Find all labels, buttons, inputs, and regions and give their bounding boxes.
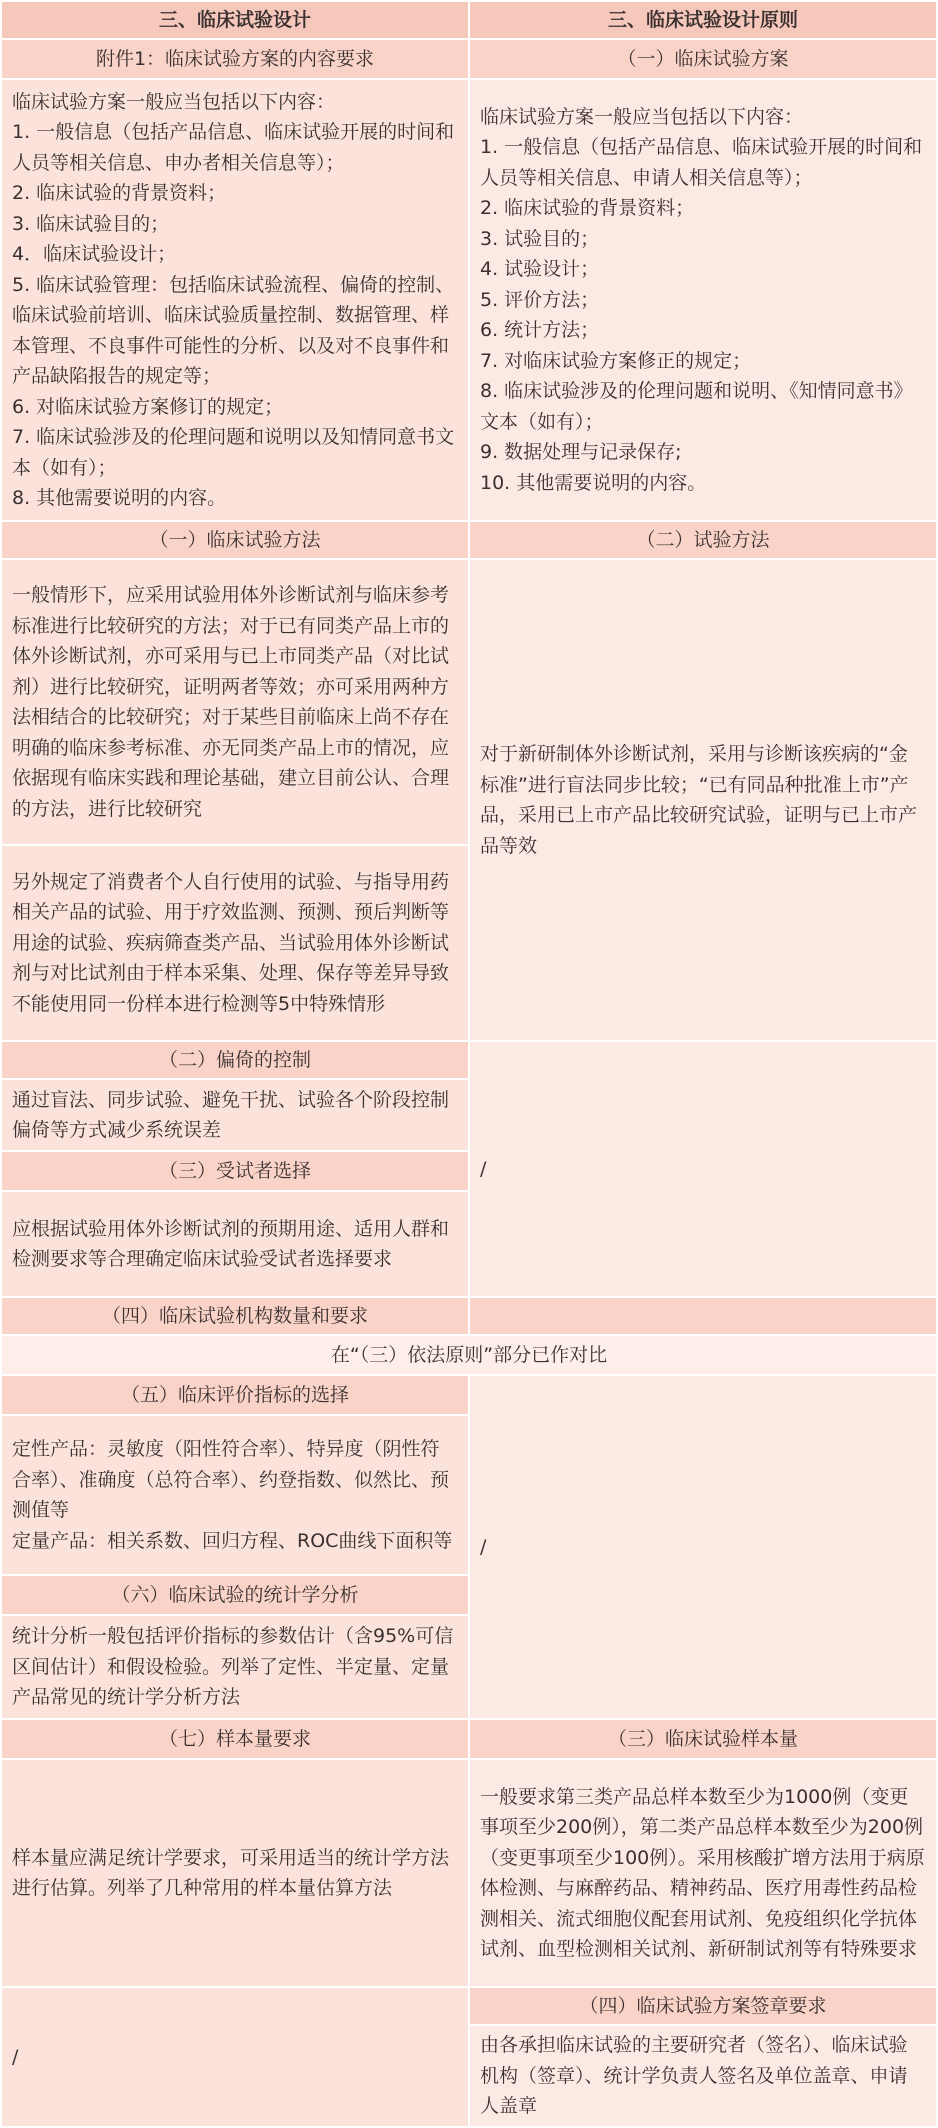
plan-left-line: 8. 其他需要说明的内容。 [12, 487, 227, 509]
indicators-left-title: （五）临床评价指标的选择 [1, 1375, 469, 1415]
plan-left-line: 5. 临床试验管理：包括临床试验流程、偏倚的控制、临床试验前培训、临床试验质量控制、数据管理、样本管理、不良事件可能性的分析、以及对不良事件和产品缺陷报告的规定等； [12, 273, 455, 387]
indicators-left-content [1, 1415, 469, 1575]
plan-right-line: 1. 一般信息（包括产品信息、临床试验开展的时间和人员等相关信息、申请人相关信息等）； [480, 136, 923, 189]
sites-full-note: 在“（三）依法原则”部分已作对比 [1, 1335, 937, 1375]
plan-right-content [469, 79, 937, 521]
plan-left-line: 3. 临床试验目的； [12, 212, 170, 235]
plan-right-line: 8. 临床试验涉及的伦理问题和说明、《知情同意书》文本（如有）； [480, 380, 913, 433]
header-right: 三、临床试验设计原则 [469, 1, 937, 39]
table-header-row [1, 1, 937, 39]
plan-left-line: 临床试验方案一般应当包括以下内容： [12, 90, 336, 113]
sample-right-text: 一般要求第三类产品总样本数至少为1000例（变更事项至少200例），第二类产品总样本数至少为200例（变更事项至少100例）。采用核酸扩增方法用于病原体检测、与麻醉药品、精神药品、医疗用毒性药品检测相关、流式细胞仪配套用试剂、免疫组织化学抗体试剂、血型检测相关试剂、新研制试剂等有特殊要求 [469, 1759, 937, 1987]
stats-left-title: （六）临床试验的统计学分析 [1, 1575, 469, 1615]
method-right-text: 对于新研制体外诊断试剂，采用与诊断该疾病的“金标准”进行盲法同步比较；“已有同品种批准上市”产品，采用已上市产品比较研究试验，证明与已上市产品等效 [469, 559, 937, 1041]
sites-title-row [1, 1297, 937, 1335]
bias-left-title: （二）偏倚的控制 [1, 1041, 469, 1079]
plan-content-row [1, 79, 937, 521]
plan-right-line: 10. 其他需要说明的内容。 [480, 471, 707, 494]
plan-right-line: 2. 临床试验的背景资料； [480, 197, 695, 220]
subjects-left-text: 应根据试验用体外诊断试剂的预期用途、适用人群和检测要求等合理确定临床试验受试者选择要求 [1, 1191, 469, 1297]
plan-right-line: 6. 统计方法； [480, 319, 600, 342]
signature-right-title: （四）临床试验方案签章要求 [469, 1987, 937, 2025]
bias-subjects-right: / [469, 1041, 937, 1297]
indicators-title-row [1, 1375, 937, 1415]
plan-right-line: 临床试验方案一般应当包括以下内容： [480, 105, 804, 128]
method-left-text-1: 一般情形下，应采用试验用体外诊断试剂与临床参考标准进行比较研究的方法；对于已有同类产品上市的体外诊断试剂，亦可采用与已上市同类产品（对比试剂）进行比较研究，证明两者等效；亦可采用两种方法相结合的比较研究；对于某些目前临床上尚不存在明确的临床参考标准、亦无同类产品上市的情况，应依据现有临床实践和理论基础，建立目前公认、合理的方法，进行比较研究 [1, 559, 469, 845]
method-left-text-2: 另外规定了消费者个人自行使用的试验、与指导用药相关产品的试验、用于疗效监测、预测、预后判断等用途的试验、疾病筛查类产品、当试验用体外诊断试剂与对比试剂由于样本采集、处理、保存等差异导致不能使用同一份样本进行检测等5中特殊情形 [1, 845, 469, 1041]
plan-left-line: 7. 临床试验涉及的伦理问题和说明以及知情同意书文本（如有）； [12, 426, 455, 479]
plan-right-line: 5. 评价方法； [480, 288, 600, 311]
indicators-quantitative: 定量产品：相关系数、回归方程、ROC曲线下面积等 [12, 1529, 453, 1552]
stats-left-text: 统计分析一般包括评价指标的参数估计（含95%可信区间估计）和假设检验。列举了定性、半定量、定量产品常见的统计学分析方法 [1, 1615, 469, 1719]
indicators-stats-right: / [469, 1375, 937, 1719]
sample-title-row [1, 1719, 937, 1759]
plan-title-row [1, 39, 937, 79]
signature-title-row [1, 1987, 937, 2025]
sites-right-title [469, 1297, 937, 1335]
plan-left-content [1, 79, 469, 521]
plan-left-line: 4．临床试验设计； [12, 243, 177, 265]
plan-left-line: 2. 临床试验的背景资料； [12, 182, 227, 204]
method-title-row [1, 521, 937, 559]
header-left: 三、临床试验设计 [1, 1, 469, 39]
sample-left-text: 样本量应满足统计学要求，可采用适当的统计学方法进行估算。列举了几种常用的样本量估算方法 [1, 1759, 469, 1987]
sample-left-title: （七）样本量要求 [1, 1719, 469, 1759]
method-left-title: （一）临床试验方法 [1, 521, 469, 559]
sample-right-title: （三）临床试验样本量 [469, 1719, 937, 1759]
subjects-left-title: （三）受试者选择 [1, 1151, 469, 1191]
method-content-row-1 [1, 559, 937, 845]
sites-note-row [1, 1335, 937, 1375]
plan-right-line: 9. 数据处理与记录保存; [480, 441, 682, 464]
signature-right-text: 由各承担临床试验的主要研究者（签名）、临床试验机构（签章）、统计学负责人签名及单位盖章、申请人盖章 [469, 2025, 937, 2127]
plan-left-line: 6. 对临床试验方案修订的规定； [12, 395, 284, 418]
indicators-qualitative: 定性产品：灵敏度（阳性符合率）、特异度（阴性符合率）、准确度（总符合率）、约登指数、似然比、预测值等 [12, 1438, 450, 1521]
signature-left-text: / [1, 1987, 469, 2127]
plan-right-title: （一）临床试验方案 [469, 39, 937, 79]
plan-right-line: 7. 对临床试验方案修正的规定； [480, 349, 752, 372]
plan-left-line: 1. 一般信息（包括产品信息、临床试验开展的时间和人员等相关信息、申办者相关信息等）； [12, 121, 455, 174]
bias-title-row [1, 1041, 937, 1079]
method-right-title: （二）试验方法 [469, 521, 937, 559]
plan-right-line: 3. 试验目的； [480, 227, 600, 250]
plan-right-line: 4. 试验设计； [480, 258, 600, 281]
sites-left-title: （四）临床试验机构数量和要求 [1, 1297, 469, 1335]
sample-content-row [1, 1759, 937, 1987]
bias-left-text: 通过盲法、同步试验、避免干扰、试验各个阶段控制偏倚等方式减少系统误差 [1, 1079, 469, 1151]
plan-left-title: 附件1：临床试验方案的内容要求 [1, 39, 469, 79]
